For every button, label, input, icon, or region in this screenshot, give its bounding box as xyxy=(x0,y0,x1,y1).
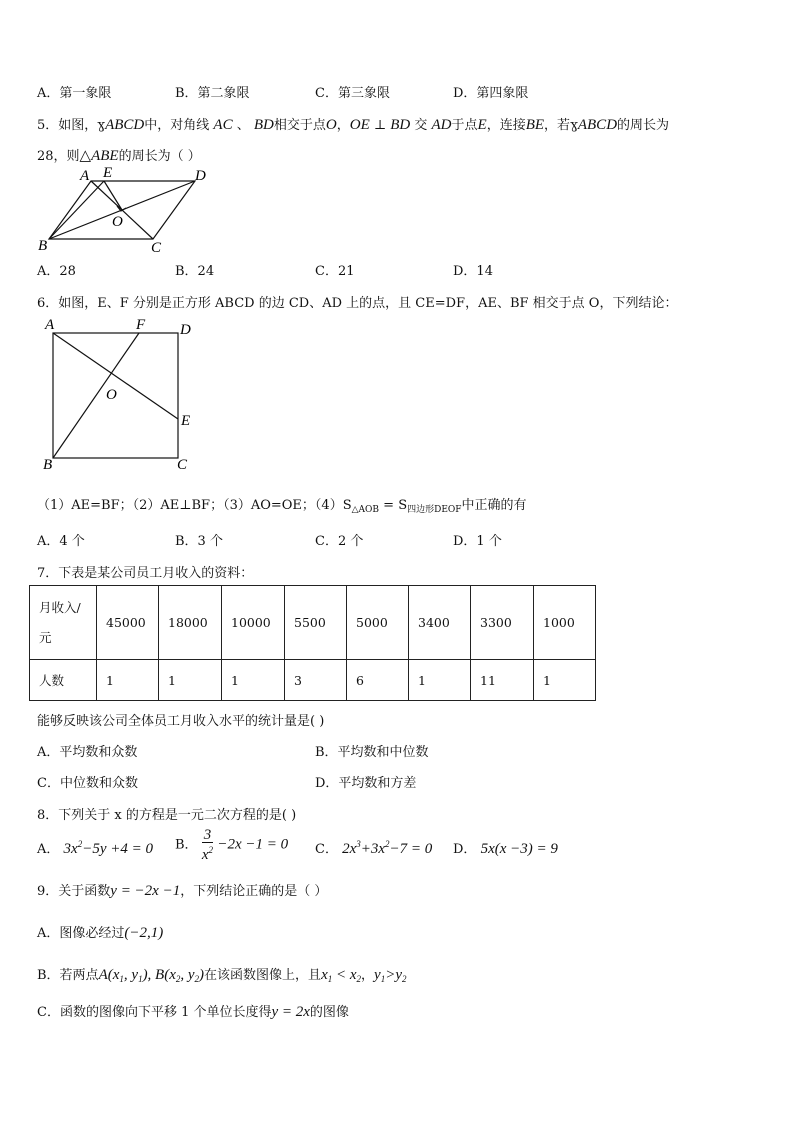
q9-b-part: x xyxy=(321,967,328,983)
q8-c-label: C． xyxy=(315,842,338,857)
q8-c-part: −7 = 0 xyxy=(389,841,433,857)
table-cell: 1 xyxy=(534,660,596,701)
q5-sep: 、 xyxy=(232,118,250,133)
q5-ac: AC xyxy=(213,117,233,133)
parallelogram-symbol: ɣ xyxy=(570,118,578,133)
q8-option-c xyxy=(315,838,432,858)
q5-label-e: E xyxy=(103,166,113,181)
q9-b-sub: 2 xyxy=(194,974,200,984)
q6-option-b: B．3 个 xyxy=(175,534,223,549)
q9-option-a xyxy=(37,922,163,942)
q5-be: BE xyxy=(525,117,545,133)
q9-b-part: >y xyxy=(385,967,402,983)
q4-option-d: D．第四象限 xyxy=(453,86,529,101)
q9-b-comma: ， xyxy=(361,968,375,983)
q5-option-c: C．21 xyxy=(315,264,355,279)
table-cell: 10000 xyxy=(222,586,285,660)
q9-b-sub: 1 xyxy=(327,974,333,984)
q8-c-part: 2x xyxy=(342,841,357,857)
q8-b-den xyxy=(202,843,214,862)
q9-b-sub: 2 xyxy=(175,974,181,984)
q9-c-text: 的图像 xyxy=(309,1005,349,1020)
table-cell: 45000 xyxy=(97,586,159,660)
q7-option-d: D．平均数和方差 xyxy=(315,776,417,791)
q5-label-c: C xyxy=(151,240,162,256)
q5-oe: OE xyxy=(349,117,370,133)
table-cell: 1 xyxy=(409,660,471,701)
table-cell: 6 xyxy=(347,660,409,701)
q9-stem xyxy=(37,880,327,900)
q8-c-sup: 3 xyxy=(356,839,361,849)
q6-s2: S xyxy=(398,498,408,513)
q5-text: 的周长为（ ） xyxy=(118,149,201,164)
q6-conclusion-end: 中正确的有 xyxy=(461,498,527,513)
q9-b-sub: 2 xyxy=(401,974,407,984)
q9-a-text: A．图像必经过 xyxy=(37,926,125,941)
q6-eq: = xyxy=(379,498,399,513)
table-cell: 3300 xyxy=(471,586,534,660)
q5-perp: ⊥ xyxy=(369,118,391,133)
q5-abcd: ABCD xyxy=(105,117,145,133)
q4-option-a: A．第一象限 xyxy=(37,86,112,101)
income-table xyxy=(29,585,596,701)
q5-stem-line1 xyxy=(37,114,669,134)
q6-label-e: E xyxy=(181,413,191,429)
q9-b-text: B．若两点 xyxy=(37,968,99,983)
q8-a-part: −5y +4 = 0 xyxy=(82,841,153,857)
q6-label-d: D xyxy=(180,322,191,338)
q5-abcd2: ABCD xyxy=(577,117,618,133)
q8-option-a xyxy=(37,838,153,858)
q8-a-label: A． xyxy=(37,842,60,857)
table-header-cell: 人数 xyxy=(30,660,97,701)
q6-label-f: F xyxy=(136,317,146,333)
q8-d-label: D． xyxy=(453,842,477,857)
q7-stem: 7．下表是某公司员工月收入的资料： xyxy=(37,566,254,581)
q6-label-o: O xyxy=(106,387,117,403)
q6-conclusion-text: （1）AE=BF；（2）AE⊥BF；（3）AO=OE；（4） xyxy=(37,498,343,513)
q9-b-cond2 xyxy=(374,967,406,983)
q9-c-text: C．函数的图像向下平移 1 个单位长度得 xyxy=(37,1005,272,1020)
q5-text: 中，对角线 xyxy=(144,118,210,133)
q8-option-d xyxy=(453,838,558,858)
table-cell: 3400 xyxy=(409,586,471,660)
q5-stem-line2 xyxy=(37,145,201,165)
q9-c-func: y = 2x xyxy=(271,1004,310,1020)
q5-text: 于点 xyxy=(451,118,478,133)
q7-option-b: B．平均数和中位数 xyxy=(315,745,429,760)
q5-label-a: A xyxy=(80,168,90,184)
q8-a-sup: 2 xyxy=(77,839,83,849)
q5-e: E xyxy=(477,117,487,133)
q5-text: ，连接 xyxy=(486,118,526,133)
q5-text: 28，则 xyxy=(37,149,80,164)
table-cell: 18000 xyxy=(159,586,222,660)
q8-a-part: 3x xyxy=(63,841,78,857)
q5-bd: BD xyxy=(253,117,274,133)
header-text: 月收入/ xyxy=(39,599,81,615)
q5-bd2: BD xyxy=(390,117,411,133)
q9-b-part: , y xyxy=(180,967,195,983)
q5-text: ， xyxy=(336,118,350,133)
q9-text: 9．关于函数 xyxy=(37,884,111,899)
q6-s2-sub: 四边形DEOF xyxy=(407,505,462,515)
q9-b-sub: 2 xyxy=(356,974,362,984)
q8-b-label: B． xyxy=(175,837,198,853)
q7-option-c: C．中位数和众数 xyxy=(37,776,138,791)
q5-label-o: O xyxy=(112,214,123,230)
q5-text: 相交于点 xyxy=(273,118,326,133)
table-cell: 3 xyxy=(285,660,347,701)
q6-option-d: D．1 个 xyxy=(453,534,502,549)
q7-option-a: A．平均数和众数 xyxy=(37,745,138,760)
q9-b-part: < x xyxy=(332,967,357,983)
q8-b-den-x: x xyxy=(201,847,209,863)
q6-label-b: B xyxy=(43,457,53,473)
q8-c-sup: 2 xyxy=(385,839,390,849)
q8-b-den-sup: 2 xyxy=(208,845,214,855)
q5-ad: AD xyxy=(431,117,452,133)
q9-b-part: ) xyxy=(199,967,205,983)
table-cell: 11 xyxy=(471,660,534,701)
q6-label-c: C xyxy=(177,457,188,473)
q9-b-cond1 xyxy=(321,967,361,983)
q8-b-expr: −2x −1 = 0 xyxy=(217,836,289,853)
table-cell: 1 xyxy=(97,660,159,701)
q9-option-c xyxy=(37,1001,349,1021)
q5-option-b: B．24 xyxy=(175,264,215,279)
q5-label-b: B xyxy=(38,238,48,254)
q9-b-sub: 1 xyxy=(380,974,386,984)
table-row xyxy=(30,660,596,701)
table-cell: 5500 xyxy=(285,586,347,660)
q9-b-part: y xyxy=(374,967,381,983)
table-cell: 1 xyxy=(159,660,222,701)
q4-option-c: C．第三象限 xyxy=(315,86,390,101)
q4-option-b: B．第二象限 xyxy=(175,86,250,101)
q6-option-a: A．4 个 xyxy=(37,534,85,549)
q5-text: 5．如图， xyxy=(37,118,98,133)
q6-s1: S xyxy=(342,498,352,513)
q9-b-part: ), B(x xyxy=(142,967,176,983)
q5-option-d: D．14 xyxy=(453,264,493,279)
table-cell: 5000 xyxy=(347,586,409,660)
table-cell: 1 xyxy=(222,660,285,701)
q5-o: O xyxy=(325,117,337,133)
q8-stem: 8．下列关于 x 的方程是一元二次方程的是( ) xyxy=(37,808,297,823)
q8-c-expr xyxy=(342,841,432,857)
q8-option-b xyxy=(175,828,288,862)
q5-text: 交 xyxy=(410,118,428,133)
q9-b-part: , y xyxy=(123,967,139,983)
q9-b-part: A(x xyxy=(98,967,120,983)
q7-question: 能够反映该公司全体员工月收入水平的统计量是( ) xyxy=(37,714,325,729)
q6-label-a: A xyxy=(45,317,55,333)
q5-label-d: D xyxy=(195,168,206,184)
q5-abe: △ABE xyxy=(79,148,119,164)
q5-parallelogram-figure xyxy=(35,166,210,256)
table-row xyxy=(30,586,596,660)
q8-d-expr: 5x(x −3) = 9 xyxy=(480,841,558,857)
q6-option-c: C．2 个 xyxy=(315,534,364,549)
q9-b-sub: 1 xyxy=(119,974,124,984)
q6-s1-sub: △AOB xyxy=(351,505,380,515)
q9-b-sub: 1 xyxy=(138,974,143,984)
q5-text: ，若 xyxy=(544,118,571,133)
q5-text: 的周长为 xyxy=(617,118,670,133)
q9-text: ，下列结论正确的是（ ） xyxy=(180,884,328,899)
q9-func: y = −2x −1 xyxy=(110,883,181,899)
header-text: 元 xyxy=(39,629,52,645)
q8-a-expr xyxy=(64,841,153,857)
table-header-cell xyxy=(30,586,97,660)
q8-b-fraction xyxy=(202,828,214,862)
table-cell: 1000 xyxy=(534,586,596,660)
q8-c-part: +3x xyxy=(360,841,386,857)
q6-conclusions xyxy=(37,494,527,515)
q5-option-a: A．28 xyxy=(37,264,76,279)
q6-stem: 6．如图，E、F 分别是正方形 ABCD 的边 CD、AD 上的点，且 CE=DF，AE、BF 相交于点 O，下列结论： xyxy=(37,296,678,311)
q6-square-figure xyxy=(40,316,200,474)
q8-b-num: 3 xyxy=(203,827,212,843)
q9-b-points xyxy=(99,967,204,983)
q9-a-point: (−2,1) xyxy=(124,925,164,941)
q9-b-text: 在该函数图像上，且 xyxy=(204,968,322,983)
q9-option-b xyxy=(37,964,406,984)
parallelogram-symbol: ɣ xyxy=(97,118,106,133)
